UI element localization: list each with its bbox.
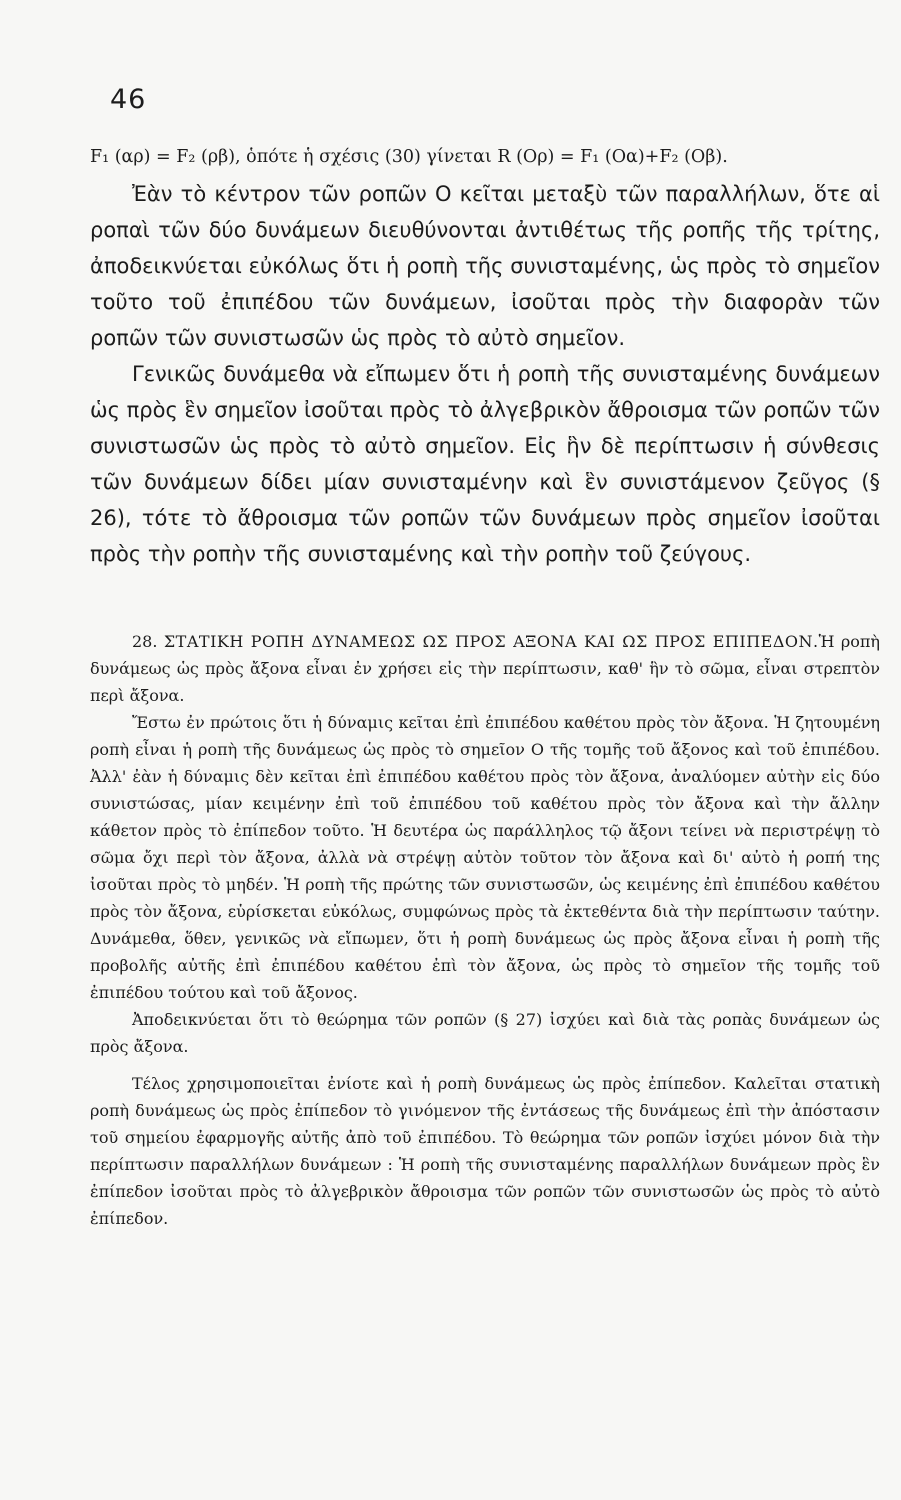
section-28 xyxy=(90,628,880,1232)
large-text-block xyxy=(90,176,880,572)
section-heading: ΣΤΑΤΙΚΗ ΡΟΠΗ ΔΥΝΑΜΕΩΣ ΩΣ ΠΡΟΣ ΑΞΟΝΑ ΚΑΙ ΩΣ ΠΡΟΣ ΕΠΙΠΕΔΟΝ. xyxy=(163,632,819,651)
paragraph-plane-moment: Τέλος χρησιμοποιεῖται ἐνίοτε καὶ ἡ ροπὴ δυνάμεως ὡς πρὸς ἐπίπεδον. Καλεῖται στατικὴ ροπὴ δυνάμεως ὡς πρὸς ἐπίπεδον τὸ γινόμενον τῆς ἐντάσεως τῆς δυνάμεως ἐπὶ τὴν ἀπόστασιν τοῦ σημείου ἐφαρμογῆς αὐτῆς ἀπὸ τοῦ ἐπιπέδου. Τὸ θεώρημα τῶν ροπῶν ἰσχύει μόνον διὰ τὴν περίπτωσιν παραλλήλων δυνάμεων : Ἡ ροπὴ τῆς συνισταμένης παραλλήλων δυνάμεων πρὸς ἓν ἐπίπεδον ἰσοῦται πρὸς τὸ ἀλγεβρικὸν ἄθροισμα τῶν ροπῶν τῶν συνιστωσῶν ὡς πρὸς τὸ αὐτὸ ἐπίπεδον. xyxy=(90,1074,880,1228)
section-intro: Ἡ ροπὴ δυνάμεως ὡς πρὸς ἄξονα εἶναι ἐν χρήσει εἰς τὴν περίπτωσιν, καθ' ἣν τὸ σῶμα, εἶναι στρεπτὸν περὶ ἄξονα. xyxy=(90,632,881,705)
section-heading-paragraph xyxy=(90,628,880,709)
paragraph-moment-between-parallels: Ἐὰν τὸ κέντρον τῶν ροπῶν O κεῖται μεταξὺ τῶν παραλλήλων, ὅτε αἱ ροπαὶ τῶν δύο δυνάμεων διευθύνονται ἀντιθέτως τῆς ροπῆς τῆς τρίτης, ἀποδεικνύεται εὐκόλως ὅτι ἡ ροπὴ τῆς συνισταμένης, ὡς πρὸς τὸ σημεῖον τοῦτο τοῦ ἐπιπέδου τῶν δυνάμεων, ἰσοῦται πρὸς τὴν διαφορὰν τῶν ροπῶν τῶν συνιστωσῶν ὡς πρὸς τὸ αὐτὸ σημεῖον. xyxy=(90,182,880,350)
paragraph-axis-moment: Ἔστω ἐν πρώτοις ὅτι ἡ δύναμις κεῖται ἐπὶ ἐπιπέδου καθέτου πρὸς τὸν ἄξονα. Ἡ ζητουμένη ροπὴ εἶναι ἡ ροπὴ τῆς δυνάμεως ὡς πρὸς τὸ σημεῖον O τῆς τομῆς τοῦ ἄξονος καὶ τοῦ ἐπιπέδου. Ἀλλ' ἐὰν ἡ δύναμις δὲν κεῖται ἐπὶ ἐπιπέδου καθέτου πρὸς τὸν ἄξονα, ἀναλύομεν αὐτὴν εἰς δύο συνιστώσας, μίαν κειμένην ἐπὶ τοῦ ἐπιπέδου τοῦ καθέτου πρὸς τὸν ἄξονα καὶ τὴν ἄλλην κάθετον πρὸς τὸ ἐπίπεδον τοῦτο. Ἡ δευτέρα ὡς παράλληλος τῷ ἄξονι τείνει νὰ περιστρέψῃ τὸ σῶμα ὄχι περὶ τὸν ἄξονα, ἀλλὰ νὰ στρέψῃ αὐτὸν τοῦτον τὸν ἄξονα καὶ δι' αὐτὸ ἡ ροπή της ἰσοῦται πρὸς τὸ μηδέν. Ἡ ροπὴ τῆς πρώτης τῶν συνιστωσῶν, ὡς κειμένης ἐπὶ ἐπιπέδου καθέτου πρὸς τὸν ἄξονα, εὑρίσκεται εὐκόλως, συμφώνως πρὸς τὰ ἐκτεθέντα διὰ τὴν περίπτωσιν ταύτην. Δυνάμεθα, ὅθεν, γενικῶς νὰ εἴπωμεν, ὅτι ἡ ροπὴ δυνάμεως ὡς πρὸς ἄξονα εἶναι ἡ ροπὴ τῆς προβολῆς αὐτῆς ἐπὶ ἐπιπέδου καθέτου ἐπὶ τὸν ἄξονα, ὡς πρὸς τὸ σημεῖον τῆς τομῆς τοῦ ἐπιπέδου τούτου καὶ τοῦ ἄξονος. xyxy=(90,713,880,1002)
paragraph-theorem-axis: Ἀποδεικνύεται ὅτι τὸ θεώρημα τῶν ροπῶν (§ 27) ἰσχύει καὶ διὰ τὰς ροπὰς δυνάμεων ὡς πρὸς ἄξονα. xyxy=(90,1010,880,1056)
paragraph-gap xyxy=(90,1060,880,1070)
equation-line: F₁ (αρ) = F₂ (ρβ), ὁπότε ἡ σχέσις (30) γίνεται R (Oρ) = F₁ (Oα)+F₂ (Oβ). xyxy=(90,147,728,167)
page-number: 46 xyxy=(110,84,147,115)
paragraph-general-moment-theorem: Γενικῶς δυνάμεθα νὰ εἴπωμεν ὅτι ἡ ροπὴ τῆς συνισταμένης δυνάμεων ὡς πρὸς ἓν σημεῖον ἰσοῦται πρὸς τὸ ἀλγεβρικὸν ἄθροισμα τῶν ροπῶν τῶν συνιστωσῶν ὡς πρὸς τὸ αὐτὸ σημεῖον. Εἰς ἣν δὲ περίπτωσιν ἡ σύνθεσις τῶν δυνάμεων δίδει μίαν συνισταμένην καὶ ἓν συνιστάμενον ζεῦγος (§ 26), τότε τὸ ἄθροισμα τῶν ροπῶν τῶν δυνάμεων πρὸς σημεῖον ἰσοῦται πρὸς τὴν ροπὴν τῆς συνισταμένης καὶ τὴν ροπὴν τοῦ ζεύγους. xyxy=(90,362,880,566)
section-number: 28. xyxy=(132,632,158,651)
